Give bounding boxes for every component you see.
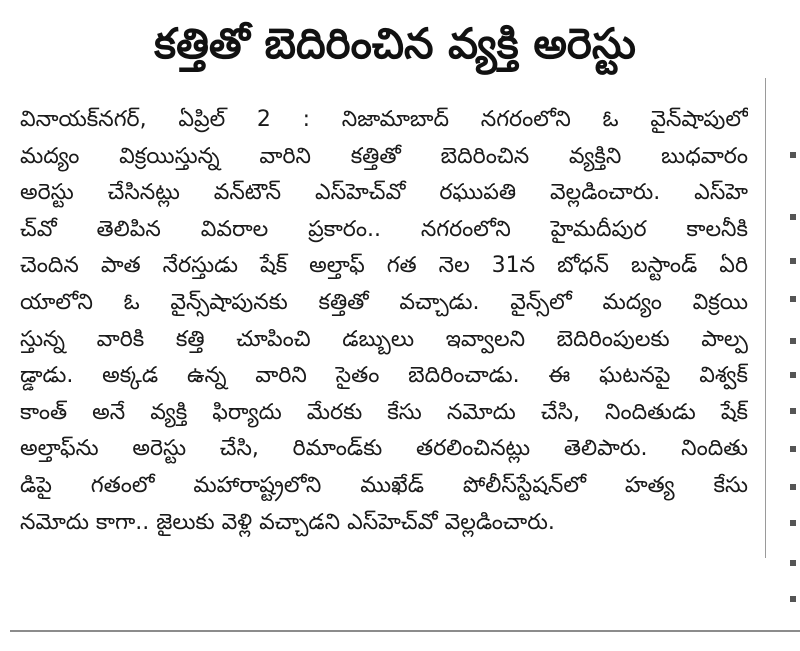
adjacent-column-fragment: [790, 258, 796, 264]
adjacent-column-fragment: [790, 408, 796, 414]
adjacent-column-fragment: [790, 372, 796, 378]
headline: కత్తితో బెదిరించిన వ్యక్తి అరెస్టు: [154, 19, 636, 68]
article-line: కాంత్ అనే వ్యక్తి ఫిర్యాదు మేరకు కేసు నమోదు చేసి, నిందితుడు షేక్: [20, 399, 748, 425]
article-line: చ్‌వో తెలిపిన వివరాల ప్రకారం.. నగరంలోని హైమదీపుర కాలనీకి: [20, 216, 748, 242]
article-line: చెందిన పాత నేరస్తుడు షేక్ అల్తాఫ్ గత నెల 31న బోధన్ బస్టాండ్ ఏరి: [20, 253, 748, 279]
bottom-divider: [10, 630, 800, 632]
article-line: అల్తాఫ్‌ను అరెస్టు చేసి, రిమాండ్‌కు తరలించినట్లు తెలిపారు. నిందితు: [20, 436, 748, 462]
article-line: స్తున్న వారికి కత్తి చూపించి డబ్బులు ఇవ్వాలని బెదిరింపులకు పాల్ప: [20, 326, 748, 352]
adjacent-column-fragment: [790, 338, 796, 344]
adjacent-column-fragment: [790, 152, 796, 158]
adjacent-column-fragment: [790, 560, 796, 566]
adjacent-column-fragment: [790, 484, 796, 490]
article-line: యాలోని ఓ వైన్స్‌షాపునకు కత్తితో వచ్చాడు. వైన్స్‌లో మద్యం విక్రయి: [20, 289, 748, 315]
adjacent-column-fragment: [790, 446, 796, 452]
article-body: [20, 102, 748, 541]
article-line: డ్డాడు. అక్కడ ఉన్న వారిని సైతం బెదిరించాడు. ఈ ఘటనపై విశ్వక్: [20, 363, 748, 389]
article-line: అరెస్టు చేసినట్లు వన్‌టౌన్ ఎస్‌హెచ్‌వో రఘుపతి వెల్లడించారు. ఎస్‌హె: [20, 180, 748, 206]
adjacent-column-fragment: [790, 214, 796, 220]
article-line: మద్యం విక్రయిస్తున్న వారిని కత్తితో బెదిరించిన వ్యక్తిని బుధవారం: [20, 143, 748, 169]
article-line: వినాయక్‌నగర్, ఏప్రిల్ 2 : నిజామాబాద్ నగరంలోని ఓ వైన్‌షాపులో: [20, 107, 748, 132]
adjacent-column-fragment: [790, 596, 796, 602]
column-divider: [765, 78, 766, 558]
adjacent-column-fragment: [790, 520, 796, 526]
article-line: డిపై గతంలో మహారాష్ట్రలోని ముఖేడ్ పోలీస్‌స్టేషన్‌లో హత్య కేసు: [20, 472, 748, 498]
adjacent-column-fragment: [790, 296, 796, 302]
article-line: నమోదు కాగా.. జైలుకు వెళ్లి వచ్చాడని ఎస్‌హెచ్‌వో వెల్లడించారు.: [20, 509, 555, 535]
